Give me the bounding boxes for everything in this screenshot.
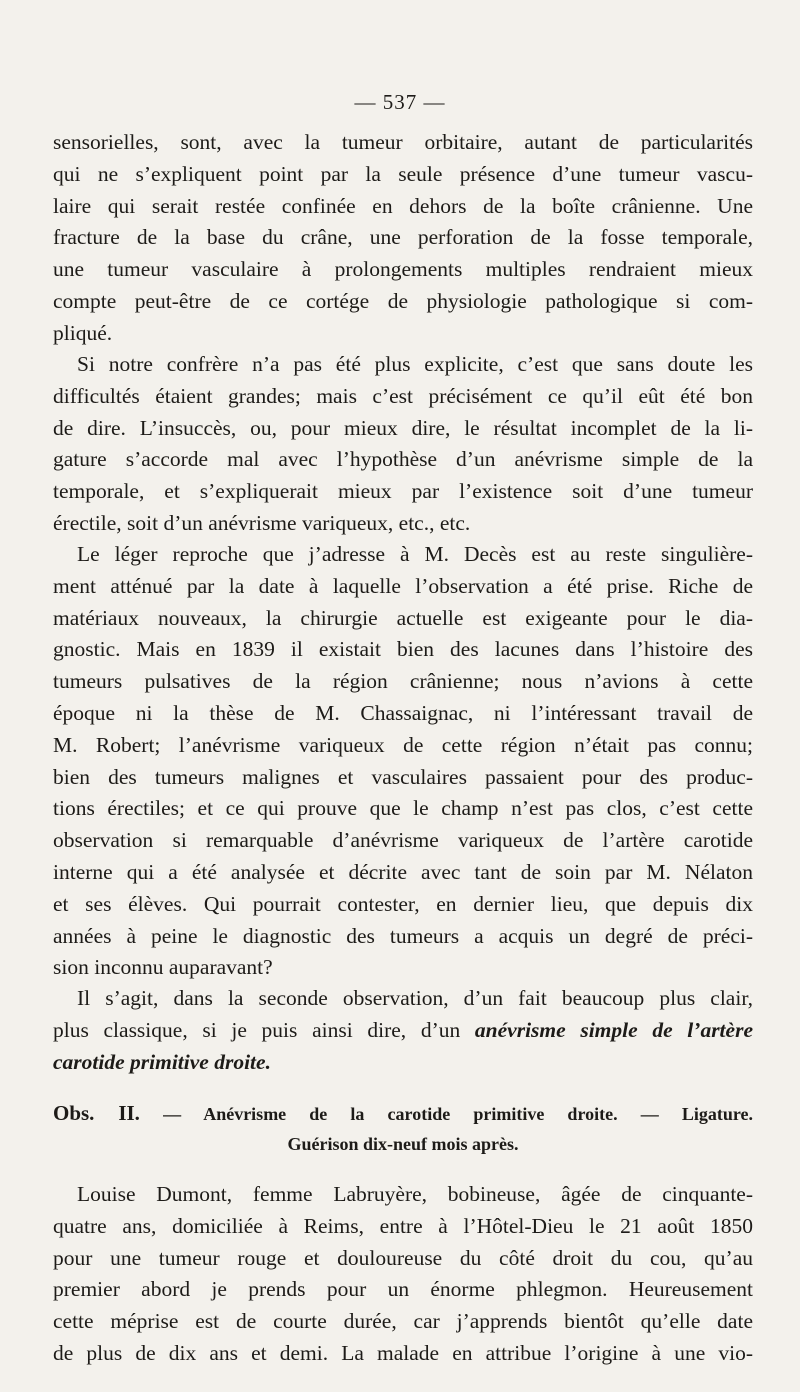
text-line: premier abord je prends pour un énorme phlegmon. Heureusement <box>53 1277 753 1302</box>
observation-title-line <box>53 1098 753 1129</box>
text-line: gature s’accorde mal avec l’hypothèse d’un anévrisme simple de la <box>53 447 753 472</box>
observation-label: Obs. II. <box>53 1101 140 1125</box>
text-line: une tumeur vasculaire à prolongements multiples rendraient mieux <box>53 257 753 282</box>
text-line: qui ne s’expliquent point par la seule présence d’une tumeur vascu- <box>53 161 753 186</box>
text-line: Si notre confrère n’a pas été plus explicite, c’est que sans doute les <box>77 352 753 376</box>
text-line: interne qui a été analysée et décrite avec tant de soin par M. Nélaton <box>53 859 753 884</box>
paragraph-3 <box>53 539 753 984</box>
text-line: érectile, soit d’un anévrisme variqueux, etc., etc. <box>53 510 471 535</box>
text-line: de plus de dix ans et demi. La malade en attribue l’origine à une vio- <box>53 1340 753 1365</box>
text-line: années à peine le diagnostic des tumeurs a acquis un degré de préci- <box>53 923 753 948</box>
text-line: tumeurs pulsatives de la région crânienne; nous n’avions à cette <box>53 669 753 694</box>
text-line: de dire. L’insuccès, ou, pour mieux dire, le résultat incomplet de la li- <box>53 415 753 440</box>
text-line: époque ni la thèse de M. Chassaignac, ni l’intéressant travail de <box>53 700 753 725</box>
text-line-with-emphasis <box>53 1015 753 1047</box>
text-line: quatre ans, domiciliée à Reims, entre à l’Hôtel-Dieu le 21 août 1850 <box>53 1213 753 1238</box>
observation-subtitle: Guérison dix-neuf mois après. <box>287 1134 519 1154</box>
text-line: tions érectiles; et ce qui prouve que le champ n’est pas clos, c’est cette <box>53 796 753 821</box>
text-line: temporale, et s’expliquerait mieux par l’existence soit d’une tumeur <box>53 479 753 504</box>
text-line: sion inconnu auparavant? <box>53 955 273 980</box>
text-line: gnostic. Mais en 1839 il existait bien des lacunes dans l’histoire des <box>53 637 753 662</box>
text-line: pliqué. <box>53 320 113 345</box>
text-line: sensorielles, sont, avec la tumeur orbitaire, autant de particularités <box>53 130 753 154</box>
text-line: laire qui serait restée confinée en dehors de la boîte crânienne. Une <box>53 193 753 218</box>
text-line: compte peut-être de ce cortége de physiologie pathologique si com- <box>53 288 753 313</box>
text-line: Louise Dumont, femme Labruyère, bobineuse, âgée de cinquante- <box>77 1182 753 1206</box>
text-line: M. Robert; l’anévrisme variqueux de cette région n’était pas connu; <box>53 732 753 757</box>
text-line: difficultés étaient grandes; mais c’est précisément ce qu’il eût été bon <box>53 383 753 408</box>
emphasized-text-line: carotide primitive droite. <box>53 1049 271 1074</box>
observation-heading <box>53 1098 753 1159</box>
text-line: fracture de la base du crâne, une perforation de la fosse temporale, <box>53 225 753 250</box>
text-line: observation si remarquable d’anévrisme variqueux de l’artère carotide <box>53 828 753 853</box>
paragraph-2 <box>53 349 753 540</box>
text-line: et ses élèves. Qui pourrait contester, en dernier lieu, que depuis dix <box>53 891 753 916</box>
text-line: matériaux nouveaux, la chirurgie actuelle est exigeante pour le dia- <box>53 605 753 630</box>
text-line: bien des tumeurs malignes et vasculaires passaient pour des produc- <box>53 764 753 789</box>
text-span: plus classique, si je puis ainsi dire, d’un <box>53 1017 461 1042</box>
emphasized-text: anévrisme simple de l’artère <box>474 1017 753 1042</box>
text-line: pour une tumeur rouge et douloureuse du côté droit du cou, qu’au <box>53 1245 753 1270</box>
paragraph-5 <box>53 1179 753 1370</box>
paragraph-1 <box>53 127 753 350</box>
text-line: Il s’agit, dans la seconde observation, d’un fait beaucoup plus clair, <box>77 986 753 1010</box>
paragraph-4 <box>53 983 753 1078</box>
observation-title: — Anévrisme de la carotide primitive droite. — Ligature. <box>163 1104 754 1124</box>
text-line: ment atténué par la date à laquelle l’observation a été prise. Riche de <box>53 573 753 598</box>
text-line: Le léger reproche que j’adresse à M. Decès est au reste singulière- <box>77 542 753 566</box>
page-number: — 537 — <box>354 90 446 114</box>
text-line: cette méprise est de courte durée, car j’apprends bientôt qu’elle date <box>53 1309 753 1334</box>
